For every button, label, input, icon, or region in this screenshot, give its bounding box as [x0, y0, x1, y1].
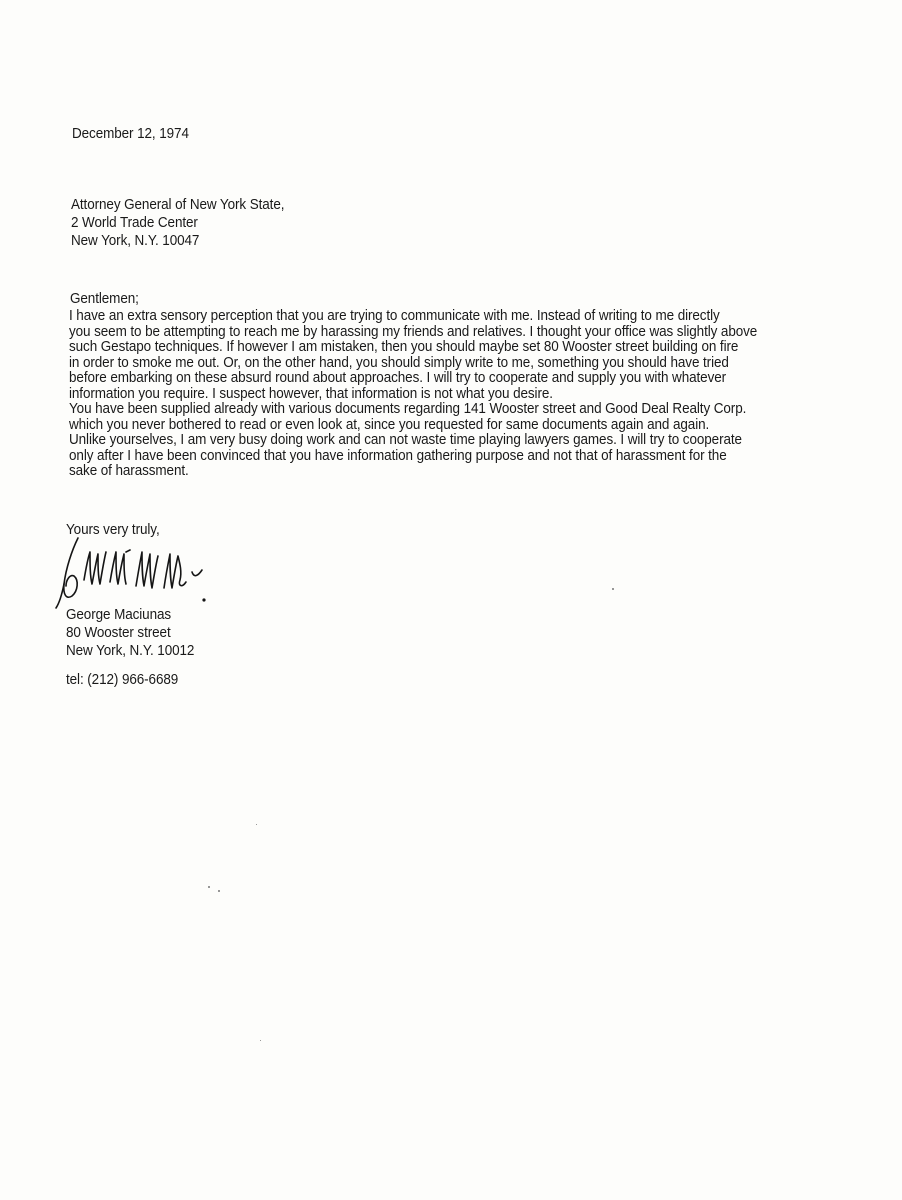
sender-block	[66, 606, 194, 660]
closing: Yours very truly,	[66, 522, 160, 538]
body-line: in order to smoke me out. Or, on the other hand, you should simply write to me, something you should have tried	[69, 354, 729, 371]
paper-speck	[208, 886, 210, 888]
paper-speck	[260, 1040, 261, 1041]
body-line: You have been supplied already with various documents regarding 141 Wooster street and Good Deal Realty Corp.	[69, 401, 747, 417]
sender-street: 80 Wooster street	[66, 625, 171, 641]
recipient-line-1: Attorney General of New York State,	[71, 197, 285, 213]
body-line: before embarking on these absurd round about approaches. I will try to cooperate and supply you with whatever	[69, 370, 727, 386]
body-line: information you require. I suspect however, that information is not what you desire.	[69, 385, 553, 402]
handwritten-signature	[52, 530, 222, 615]
paper-speck	[256, 824, 257, 825]
paper-speck	[218, 890, 220, 892]
body-line: Unlike yourselves, I am very busy doing work and can not waste time playing lawyers games. I will try to cooperate	[69, 432, 742, 448]
body-line: sake of harassment.	[69, 463, 189, 479]
salutation: Gentlemen;	[70, 291, 139, 307]
recipient-line-3: New York, N.Y. 10047	[71, 233, 200, 249]
letter-body	[69, 309, 757, 480]
body-line: I have an extra sensory perception that you are trying to communicate with me. Instead of writing to me directly	[69, 308, 720, 324]
sender-city: New York, N.Y. 10012	[66, 643, 195, 659]
body-line: only after I have been convinced that you have information gathering purpose and not that of harassment for the	[69, 447, 727, 464]
letter-date: December 12, 1974	[72, 126, 189, 142]
body-line: such Gestapo techniques. If however I am mistaken, then you should maybe set 80 Wooster street building on fire	[69, 339, 739, 355]
recipient-line-2: 2 World Trade Center	[71, 215, 198, 231]
body-line: which you never bothered to read or even look at, since you requested for same documents again and again.	[69, 416, 710, 433]
body-line: you seem to be attempting to reach me by harassing my friends and relatives. I thought your office was slightly above	[69, 323, 758, 340]
sender-name: George Maciunas	[66, 607, 172, 623]
paper-speck	[612, 588, 614, 590]
recipient-address	[71, 196, 284, 250]
sender-telephone: tel: (212) 966-6689	[66, 672, 179, 688]
